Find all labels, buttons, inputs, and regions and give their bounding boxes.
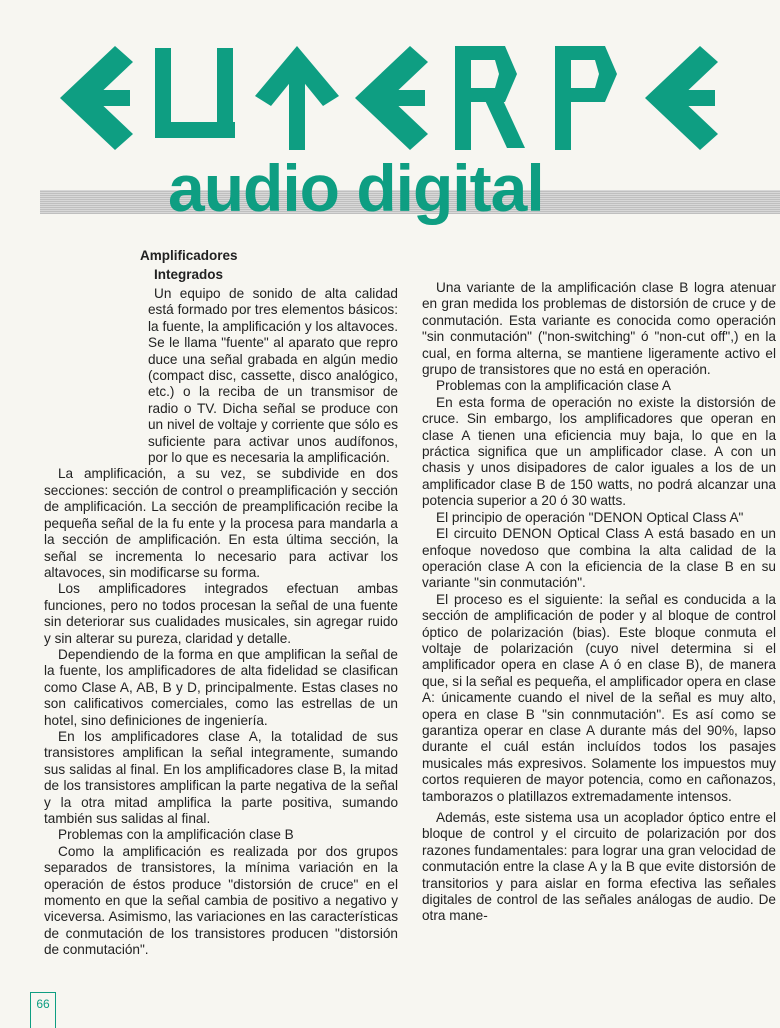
paragraph: Como la amplificación es realizada por dos grupos separados de transistores, la mínima variación en la operación de éstos produce "distorsión de cruce" en el momento en que la señal cambia de positivo a negativo y viceversa. Asimismo, las variaciones en las características de conmutación de los transistores producen "distorsión de conmutación". — [44, 843, 398, 958]
euterpe-logo — [55, 40, 735, 150]
section-subheading: Problemas con la amplificación clase B — [58, 827, 294, 843]
section-subheading: Problemas con la amplificación clase A — [436, 378, 671, 394]
text-column-left — [44, 286, 398, 959]
masthead-subtitle: audio digital — [168, 151, 544, 225]
paragraph: Una variante de la amplificación clase B logra atenuar en gran medida los problemas de distorsión de cruce y de conmutación. Esta variante es conocida como operación "sin conmutación" ("non-switching" ó "non-cut off",) en la cual, en forma alterna, se mantiene ligeramente activo el grupo de transistores que no está en operación. — [422, 280, 776, 378]
paragraph: El circuito DENON Optical Class A está basado en un enfoque novedoso que combina la alta calidad de la operación clase A con la eficiencia de la clase B en su variante "sin conmutación". — [422, 526, 776, 591]
heading-line-2: Integrados — [154, 267, 224, 282]
paragraph: Además, este sistema usa un acoplador óptico entre el bloque de control y el circuito de polarización por dos razones fundamentales: para lograr una gran velocidad de conmutación entre la clase A y la B que evite distorsión de transitorios y para aislar en forma efectiva las señales digitales de control de las señales análogas de audio. De otra mane- — [422, 810, 776, 924]
paragraph: Un equipo de sonido de alta calidad está formado por tres elementos básicos: la fuente, la amplificación y los altavoces. Se le llama "fuente" al aparato que repro duce una señal grabada en algún medio (compact disc, cassette, disco analógico, etc.) o la reciba de un transmisor de radio o TV. Dicha señal se produce con un nivel de voltaje y corriente que sólo es suficiente para activar unos audífonos, por lo que es necesaria la amplificación. — [148, 286, 398, 466]
paragraph: En esta forma de operación no existe la distorsión de cruce. Sin embargo, los amplificadores que operan en clase A tienen una eficiencia muy baja, lo que en la práctica significa que un amplificador clase. A con un chasis y unos disipadores de calor iguales a los de un amplificador clase B de 150 watts, no podrá alcanzar una potencia superior a 20 ó 30 watts. — [422, 394, 776, 509]
page-number: 66 — [30, 992, 56, 1028]
paragraph: Dependiendo de la forma en que amplifican la señal de la fuente, los amplificadores de alta fidelidad se clasifican como Clase A, AB, B y D, principalmente. Estas clases no son calificativos comerciales, como las estrellas de un hotel, sino definiciones de ingeniería. — [44, 646, 398, 728]
section-subheading: El principio de operación "DENON Optical Class A" — [436, 509, 744, 525]
paragraph: En los amplificadores clase A, la totalidad de sus transistores amplifican la señal integramente, sumando sus salidas al final. En los amplificadores clase B, la mitad de los transistores amplifican la parte negativa de la señal y la otra mitad amplifica la parte positiva, sumando también sus salidas al final. — [44, 728, 398, 826]
article-heading — [140, 246, 238, 284]
paragraph: Los amplificadores integrados efectuan ambas funciones, pero no todos procesan la señal de una fuente sin deteriorar sus cualidades musicales, sin agregar ruido y sin alterar su pureza, claridad y detalle. — [44, 581, 398, 646]
heading-line-1: Amplificadores — [140, 248, 238, 263]
euterpe-logo-graphic — [55, 40, 735, 150]
text-column-right — [422, 280, 776, 925]
paragraph: El proceso es el siguiente: la señal es conducida a la sección de amplificación de poder y al bloque de control óptico de polarización (bias). Este bloque conmuta el voltaje de polarización (cuyo nivel determina si el amplificador opera en clase A ó en clase B), de manera que, si la señal es pequeña, el amplificador opera en clase A: únicamente cuando el nivel de la señal es muy alto, opera en clase B "sin connmutación". Es así como se garantiza operar en clase A durante más del 90%, lapso durante el cuál están incluídos todos los pasajes musicales más expresivos. Solamente los impuestos muy cortos requieren de mayor potencia, como en cañonazos, tamborazos o platillazos extremadamente intensos. — [422, 591, 776, 804]
paragraph: La amplificación, a su vez, se subdivide en dos secciones: sección de control o preamplificación y sección de amplificación. La sección de preamplificación recibe la pequeña señal de la fu ente y la procesa para mandarla a la sección de amplificación. En esta última sección, la señal se incrementa lo necesario para activar los altavoces, sin modificarse su forma. — [44, 466, 398, 580]
